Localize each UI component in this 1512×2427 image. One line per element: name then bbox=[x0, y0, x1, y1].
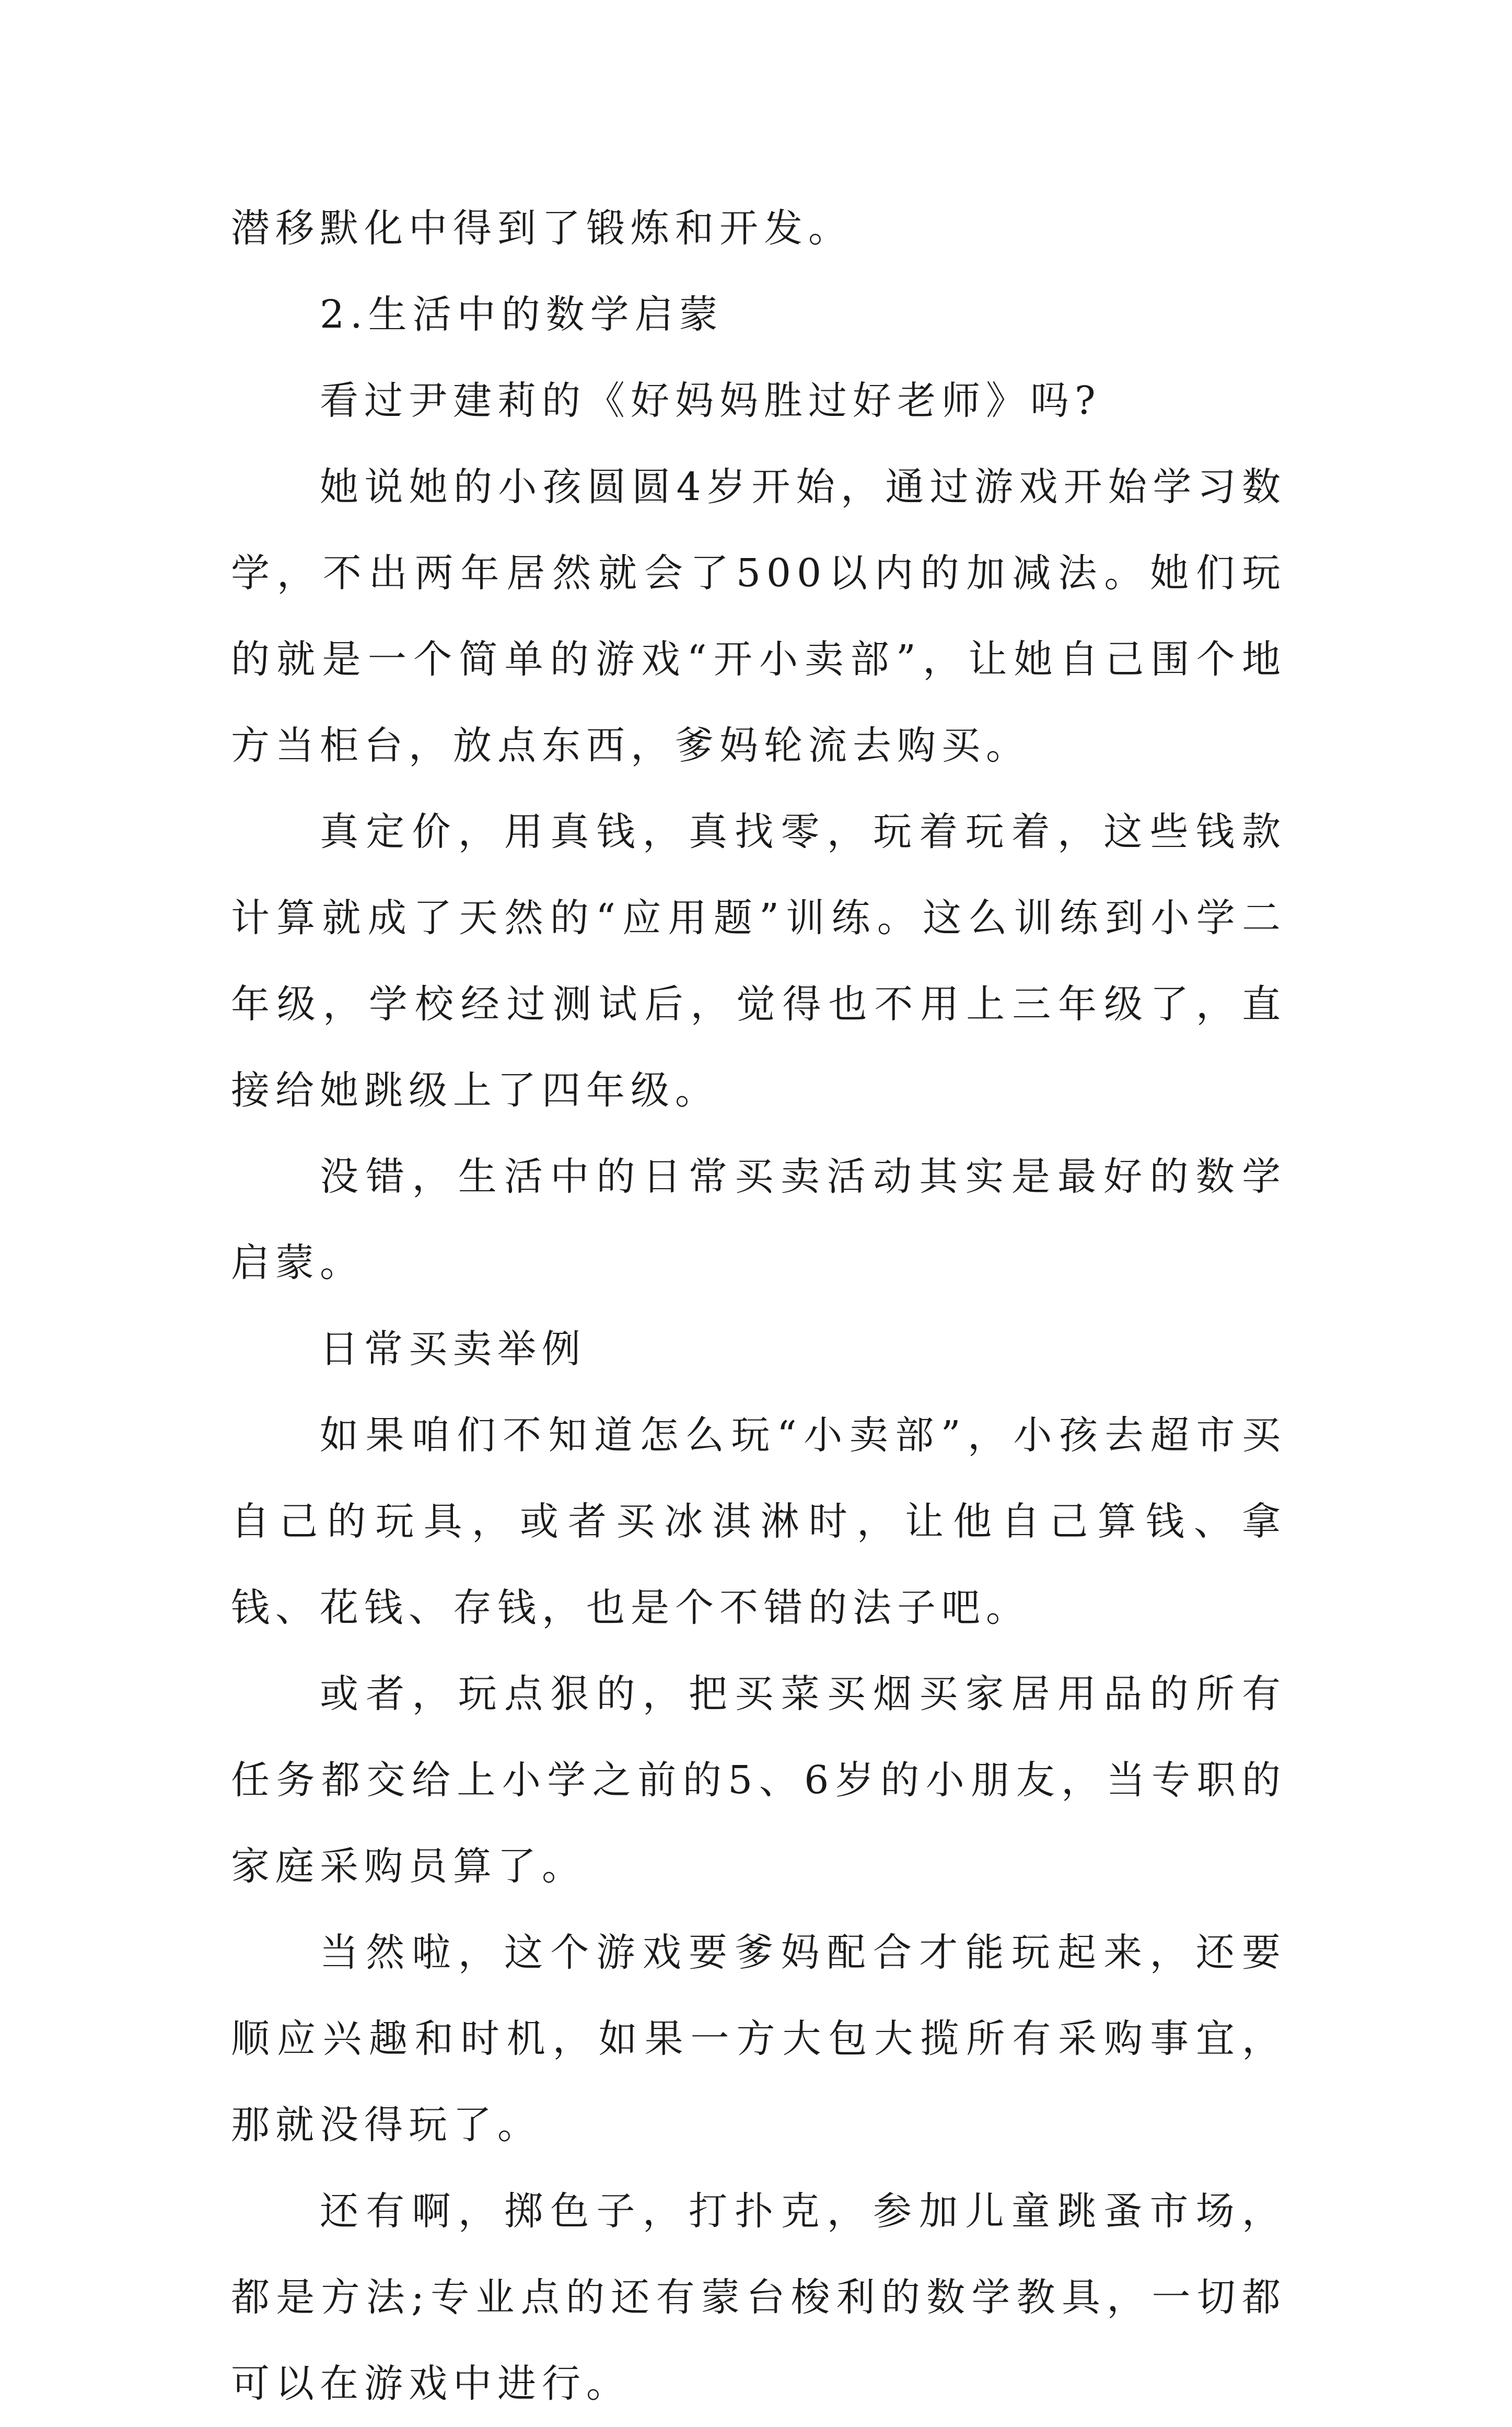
paragraph-11: 还有啊，掷色子，打扑克，参加儿童跳蚤市场，都是方法;专业点的还有蒙台梭利的数学教具，一切都可以在游戏中进行。 bbox=[231, 2189, 1286, 2406]
paragraph-4: 她说她的小孩圆圆4岁开始，通过游戏开始学习数学，不出两年居然就会了500以内的加减法。她们玩的就是一个简单的游戏“开小卖部”，让她自己围个地方当柜台，放点东西，爹妈轮流去购买。 bbox=[231, 465, 1286, 768]
paragraph-1: 潜移默化中得到了锻炼和开发。 bbox=[231, 206, 853, 251]
section-heading-2: 2.生活中的数学启蒙 bbox=[320, 292, 724, 337]
paragraph-6: 没错，生活中的日常买卖活动其实是最好的数学启蒙。 bbox=[231, 1154, 1286, 1285]
paragraph-5: 真定价，用真钱，真找零，玩着玩着，这些钱款计算就成了天然的“应用题”训练。这么训练到小学二年级，学校经过测试后，觉得也不用上三年级了，直接给她跳级上了四年级。 bbox=[231, 809, 1286, 1113]
document-body bbox=[231, 185, 1286, 2427]
paragraph-3: 看过尹建莉的《好妈妈胜过好老师》吗? bbox=[320, 378, 1101, 423]
subheading-examples: 日常买卖举例 bbox=[320, 1327, 586, 1372]
paragraph-8: 如果咱们不知道怎么玩“小卖部”，小孩去超市买自己的玩具，或者买冰淇淋时，让他自己算钱、拿钱、花钱、存钱，也是个不错的法子吧。 bbox=[231, 1413, 1286, 1630]
paragraph-10: 当然啦，这个游戏要爹妈配合才能玩起来，还要顺应兴趣和时机，如果一方大包大揽所有采购事宜，那就没得玩了。 bbox=[231, 1930, 1286, 2147]
paragraph-9: 或者，玩点狠的，把买菜买烟买家居用品的所有任务都交给上小学之前的5、6岁的小朋友，当专职的家庭采购员算了。 bbox=[231, 1671, 1286, 1889]
